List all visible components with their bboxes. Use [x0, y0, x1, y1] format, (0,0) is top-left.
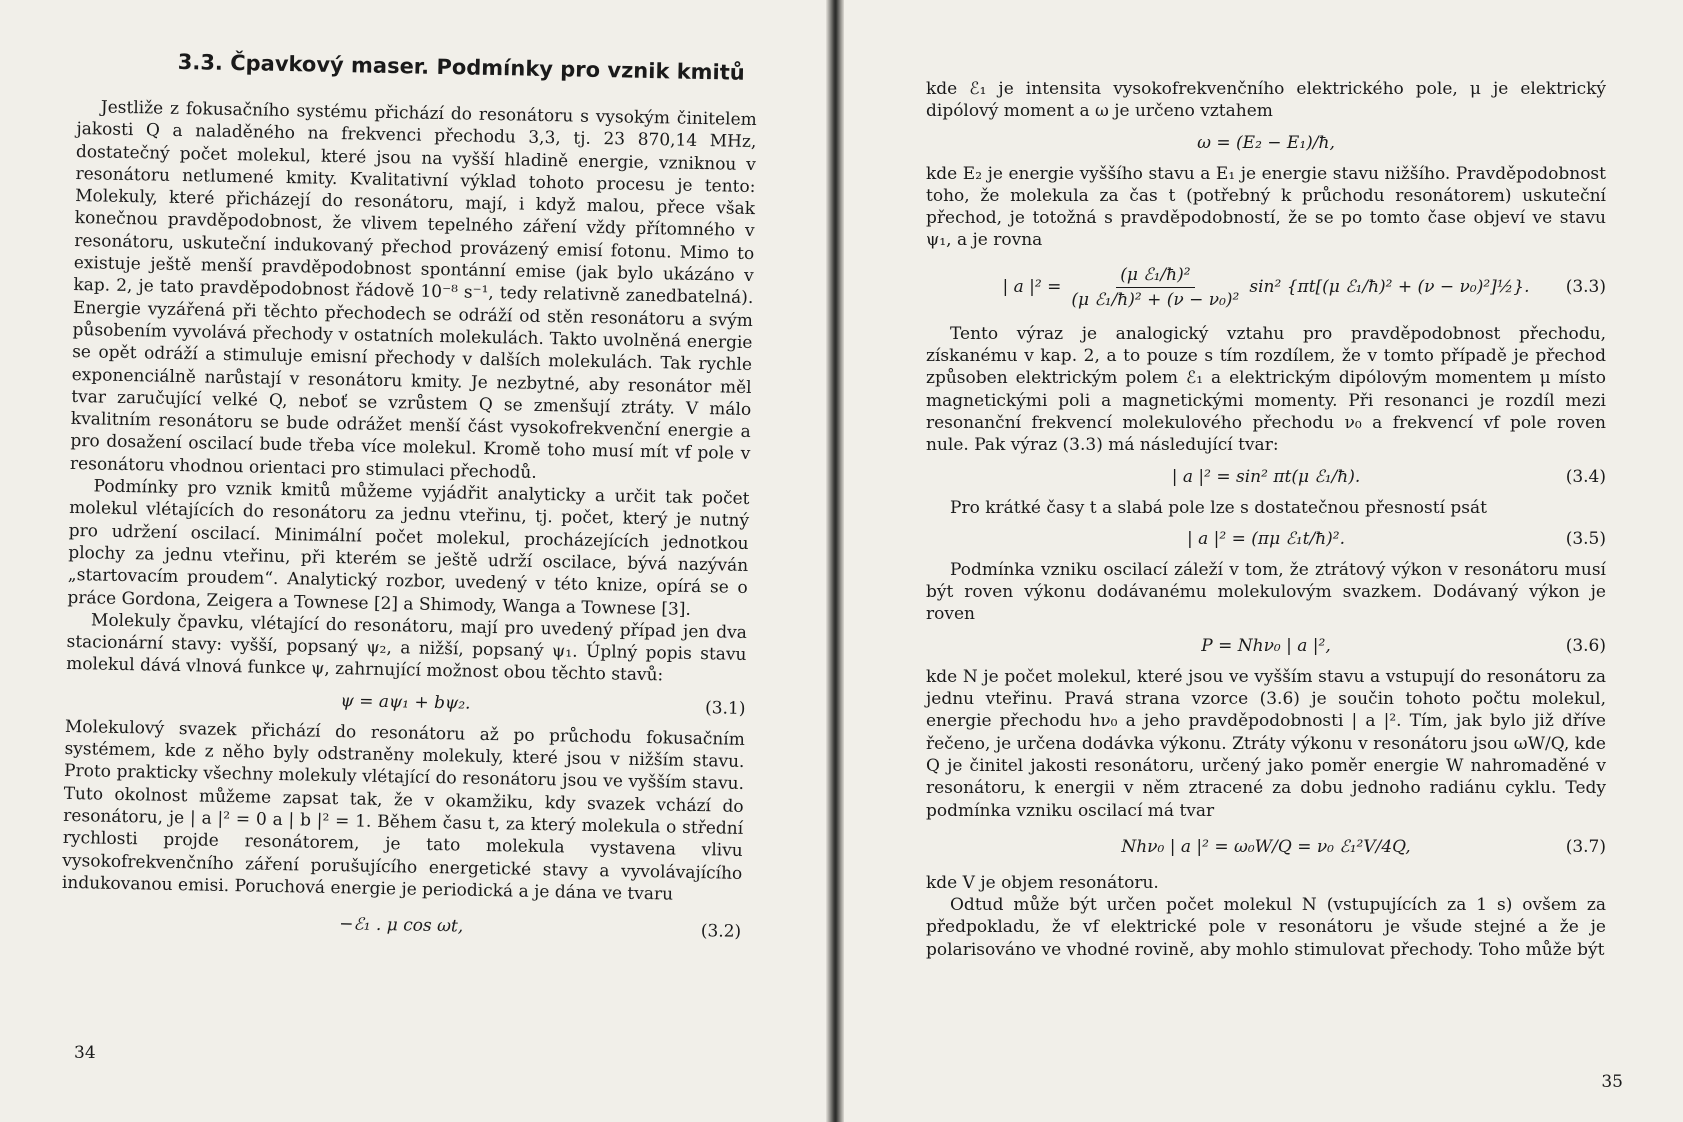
equation-number: (3.7): [1565, 836, 1606, 857]
equation-fraction: [1067, 264, 1243, 311]
right-page-body: [926, 78, 1606, 961]
equation-number: (3.4): [1565, 466, 1606, 487]
paragraph: Tento výraz je analogický vztahu pro pravděpodobnost přechodu, získanému v kap. 2, a to pouze s tím rozdílem, že v tomto případě je přechod způsoben elektrickým polem ℰ₁ a elektrickým dipólovým momentem μ místo magnetickými poli a magnetickými momenty. Při resonanci je rozdíl mezi resonanční frekvencí molekulového přechodu ν₀ a frekvencí vf pole roven nule. Pak výraz (3.3) má následující tvar:: [926, 323, 1606, 456]
paragraph: kde ℰ₁ je intensita vysokofrekvenčního elektrického pole, μ je elektrický dipólový moment a ω je určeno vztahem: [926, 79, 1606, 122]
book-gutter: [826, 0, 844, 1122]
equation-3-6: [926, 635, 1606, 657]
equation-text: Nhν₀ | a |² = ω₀W/Q = ν₀ ℰ₁²V/4Q,: [1121, 836, 1411, 857]
equation-text: | a |² = sin² πt(μ ℰ₁/ħ).: [1171, 466, 1361, 487]
equation-number: (3.3): [1565, 277, 1606, 298]
paragraph: kde E₂ je energie vyššího stavu a E₁ je energie stavu nižšího. Pravděpodobnost toho, že molekula za čas t (potřebný k průchodu resonátorem) uskuteční přechod, je totožná s pravděpodobností, že se po tomto čase objeví ve stavu ψ₁, a je rovna: [926, 163, 1606, 251]
equation-text: ψ = aψ₁ + bψ₂.: [340, 690, 471, 714]
left-page-body: [61, 48, 758, 952]
right-page: [834, 0, 1683, 1122]
section-heading: 3.3. Čpavkový maser. Podmínky pro vznik kmitů: [177, 49, 745, 85]
paragraph: Podmínky pro vznik kmitů můžeme vyjádřit analyticky a určit tak počet molekul vlétajících do resonátoru za jednu vteřinu, tj. počet, který je nutný pro udržení oscilací. Minimální počet molekul, procházejících jednotkou plochy za jednu vteřinu, při kterém se ještě udrží oscilace, bývá nazýván „startovacím proudem“. Analytický rozbor, uvedený v této knize, opírá se o práce Gordona, Zeigera a Townese [2] a Shimody, Wanga a Townese [3].: [67, 476, 750, 620]
fraction-numerator: (μ ℰ₁/ħ)²: [1116, 264, 1194, 288]
equation-text: P = Nhν₀ | a |²,: [1201, 635, 1331, 656]
left-page: [0, 0, 834, 1122]
equation-text: | a |² = (πμ ℰ₁t/ħ)².: [1187, 528, 1345, 549]
paragraph: Jestliže z fokusačního systému přichází do resonátoru s vysokým činitelem jakosti Q a naladěného na frekvenci přechodu 3,3, tj. 23 870,14 MHz, dostatečný počet molekul, které jsou na vyšší hladině energie, vzniknou v resonátoru netlumené kmity. Kvalitativní výklad tohoto procesu je tento: Molekuly, které přicházejí do resonátoru, mají, i když malou, přece však konečnou pravděpodobnost, že vlivem tepelného záření vždy přítomného v resonátoru, uskuteční indukovaný přechod provázený emisí fotonu. Mimo to existuje ještě menší pravděpodobnost spontánní emise (jak bylo ukázáno v kap. 2, je tato pravděpodobnost řádově 10⁻⁸ s⁻¹, tedy relativně zanedbatelná). Energie vyzářená při těchto přechodech se odráží od stěn resonátoru a svým působením vyvolává přechody v ostatních molekulách. Takto uvolněná energie se opět odráží a stimuluje emisní přechody v dalších molekulách. Tak rychle exponenciálně narůstají v resonátoru kmity. Je nezbytné, aby resonátor měl tvar zaručující velké Q, neboť se vzrůstem Q se zmenšují ztráty. V málo kvalitním resonátoru se bude odrážet menší část vysokofrekvenční energie a pro dosažení oscilací bude třeba více molekul. Kromě toho musí mít vf pole v resonátoru vhodnou orientaci pro stimulaci přechodů.: [69, 97, 757, 483]
equation-3-4: [926, 466, 1606, 488]
paragraph: Molekulový svazek přichází do resonátoru až po průchodu fokusačním systémem, kde z něho byly odstraněny molekuly, které jsou v nižším stavu. Proto prakticky všechny molekuly vlétající do resonátoru jsou ve vyšším stavu. Tuto okolnost můžeme zapsat tak, že v okamžiku, kdy svazek vchází do resonátoru, je | a |² = 0 a | b |² = 1. Během času t, za který molekula o střední rychlosti projde resonátorem, je tato molekula vystavena vlivu vysokofrekvenčního záření porušujícího energetické stavy a vyvolávajícího indukovanou emisi. Poruchová energie je periodická a je dána ve tvaru: [61, 716, 746, 905]
equation-3-1: [65, 685, 745, 720]
paragraph: kde V je objem resonátoru.: [926, 872, 1159, 893]
equation-lhs: | a |² =: [1002, 277, 1062, 298]
page-number: 34: [74, 1043, 96, 1063]
equation-text: −ℰ₁ . μ cos ωt,: [339, 914, 464, 937]
fraction-denominator: (μ ℰ₁/ħ)² + (ν − ν₀)²: [1071, 289, 1240, 310]
equation-number: (3.6): [1565, 635, 1606, 656]
equation-number: (3.2): [700, 921, 742, 942]
paragraph: Podmínka vzniku oscilací záleží v tom, že ztrátový výkon v resonátoru musí být roven výkonu dodávanému molekulovým svazkem. Dodávaný výkon je roven: [926, 559, 1606, 625]
equation-omega: [926, 132, 1606, 154]
paragraph: kde N je počet molekul, které jsou ve vyšším stavu a vstupují do resonátoru za jednu vteřinu. Pravá strana vzorce (3.6) je součin tohoto počtu molekul, energie přechodu hν₀ a jeho pravděpodobnosti | a |². Tím, jak bylo již dříve řečeno, je určena dodávka výkonu. Ztráty výkonu v resonátoru jsou ωW/Q, kde Q je činitel jakosti resonátoru, určený jako poměr energie W nahromaděné v resonátoru, k energii v něm ztracené za dobu jednoho radiánu cyklu. Tedy podmínka vzniku oscilací má tvar: [926, 666, 1606, 821]
equation-rhs: sin² {πt[(μ ℰ₁/ħ)² + (ν − ν₀)²]½}.: [1249, 277, 1530, 298]
paragraph: Pro krátké časy t a slabá pole lze s dostatečnou přesností psát: [950, 497, 1487, 518]
paragraph: Molekuly čpavku, vlétající do resonátoru, mají pro uvedený případ jen dva stacionární stavy: vyšší, popsaný ψ₂, a nižší, popsaný ψ₁. Úplný popis stavu molekul dává vlnová funkce ψ, zahrnující možnost obou těchto stavů:: [65, 610, 748, 686]
equation-3-5: [926, 528, 1606, 550]
equation-text: ω = (E₂ − E₁)/ħ,: [1197, 132, 1335, 153]
equation-3-3: [926, 264, 1606, 311]
equation-3-7: [926, 836, 1606, 858]
equation-number: (3.5): [1565, 528, 1606, 549]
equation-number: (3.1): [704, 697, 746, 719]
page-number: 35: [1601, 1072, 1623, 1092]
paragraph: Odtud může být určen počet molekul N (vstupujících za 1 s) ovšem za předpokladu, že vf elektrické pole v resonátoru je všude stejné a že je polarisováno ve vhodné rovině, aby mohlo stimulovat přechody. Toho může být: [926, 895, 1606, 960]
equation-3-2: [61, 908, 741, 943]
